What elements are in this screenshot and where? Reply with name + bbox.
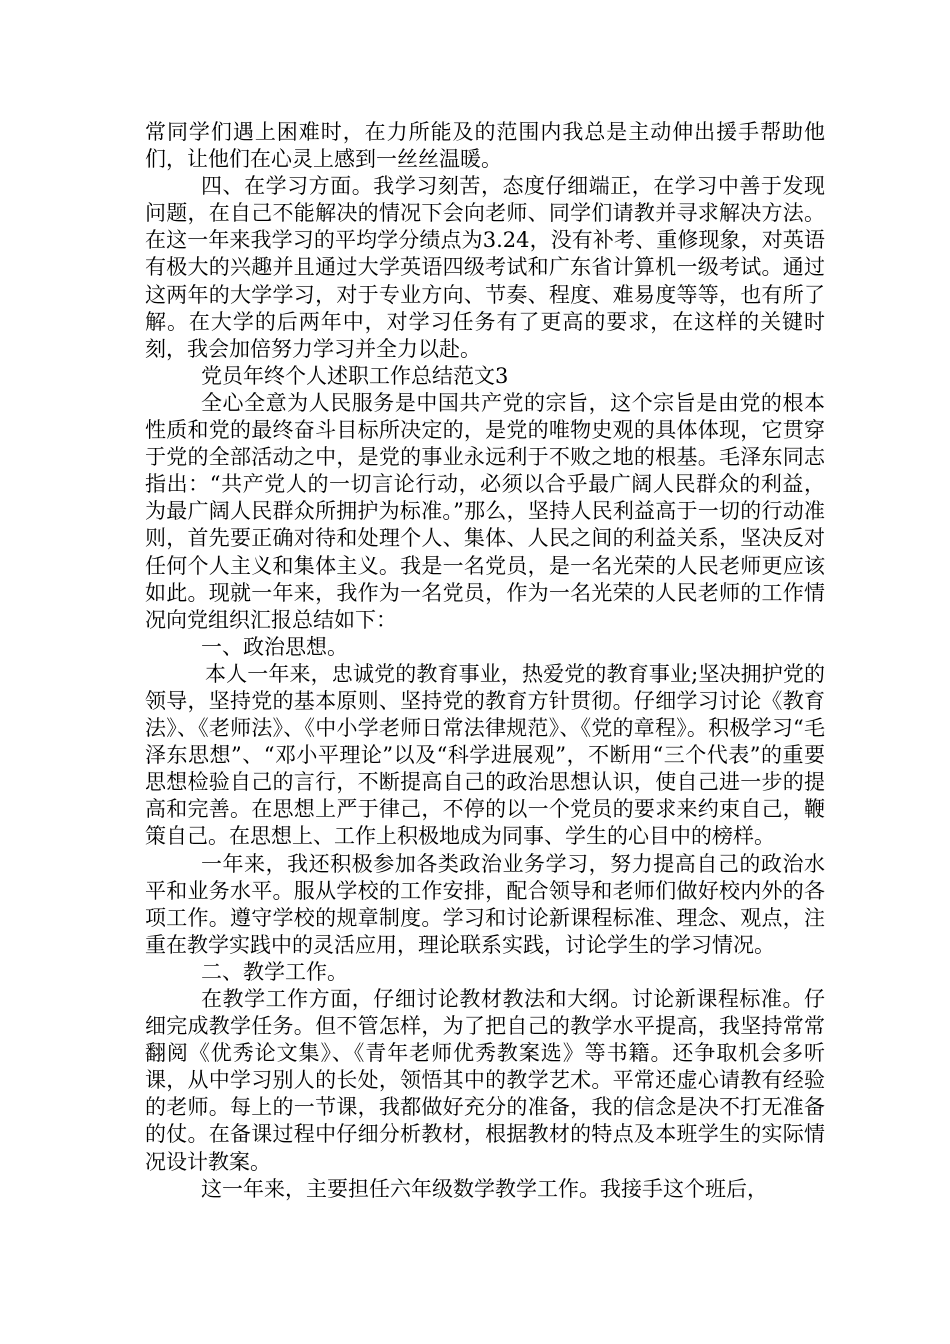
paragraph-teaching-methods: 在教学工作方面，仔细讨论教材教法和大纲。讨论新课程标准。仔细完成教学任务。但不管怎样，为了把自己的教学水平提高，我坚持常常翻阅《优秀论文集》、《青年老师优秀教案选》等书籍。还争取机会多听课，从中学习别人的长处，领悟其中的教学艺术。平常还虚心请教有经验的老师。每上的一节课，我都做好充分的准备，我的信念是决不打无准备的仗。在备课过程中仔细分析教材，根据教材的特点及本班学生的实际情况设计教案。 bbox=[145, 987, 825, 1174]
section-heading-political-thought: 一、政治思想。 bbox=[201, 634, 348, 659]
paragraph-serve-people: 全心全意为人民服务是中国共产党的宗旨，这个宗旨是由党的根本性质和党的最终奋斗目标所决定的，是党的唯物史观的具体体现，它贯穿于党的全部活动之中，是党的事业永远利于不败之地的根基。毛泽东同志指出：“共产党人的一切言论行动，必须以合乎最广阔人民群众的利益，为最广阔人民群众所拥护为标准。”那么，坚持人民利益高于一切的行动准则，首先要正确对待和处理个人、集体、人民之间的利益关系，坚决反对任何个人主义和集体主义。我是一名党员，是一名光荣的人民老师更应该如此。现就一年来，我作为一名党员，作为一名光荣的人民老师的工作情况向党组织汇报总结如下： bbox=[145, 390, 825, 632]
section-heading-teaching-work: 二、教学工作。 bbox=[201, 959, 348, 984]
paragraph-grade-six-math: 这一年来，主要担任六年级数学教学工作。我接手这个班后， bbox=[201, 1176, 768, 1201]
document-body bbox=[145, 119, 825, 1203]
section-heading-summary-3: 党员年终个人述职工作总结范文3 bbox=[201, 363, 509, 388]
paragraph-political-loyalty: 本人一年来，忠诚党的教育事业，热爱党的教育事业;坚决拥护党的领导，坚持党的基本原则、坚持党的教育方针贯彻。仔细学习讨论《教育法》、《老师法》、《中小学老师日常法律规范》、《党的章程》。积极学习“毛泽东思想”、“邓小平理论”以及“科学进展观”，不断用“三个代表”的重要思想检验自己的言行，不断提高自己的政治思想认识，使自己进一步的提高和完善。在思想上严于律己，不停的以一个党员的要求来约束自己，鞭策自己。在思想上、工作上积极地成为同事、学生的心目中的榜样。 bbox=[145, 661, 825, 849]
paragraph-political-study: 一年来，我还积极参加各类政治业务学习，努力提高自己的政治水平和业务水平。服从学校的工作安排，配合领导和老师们做好校内外的各项工作。遵守学校的规章制度。学习和讨论新课程标准、理念、观点，注重在教学实践中的灵活应用，理论联系实践，讨论学生的学习情况。 bbox=[145, 851, 825, 957]
paragraph-helping-classmates: 常同学们遇上困难时，在力所能及的范围内我总是主动伸出援手帮助他们，让他们在心灵上感到一丝丝温暖。 bbox=[145, 120, 825, 172]
paragraph-study-section: 四、在学习方面。我学习刻苦，态度仔细端正，在学习中善于发现问题，在自己不能解决的情况下会向老师、同学们请教并寻求解决方法。在这一年来我学习的平均学分绩点为3.24，没有补考、重修现象，对英语有极大的兴趣并且通过大学英语四级考试和广东省计算机一级考试。通过这两年的大学学习，对于专业方向、节奏、程度、难易度等等，也有所了解。在大学的后两年中，对学习任务有了更高的要求，在这样的关键时刻，我会加倍努力学习并全力以赴。 bbox=[145, 174, 825, 361]
